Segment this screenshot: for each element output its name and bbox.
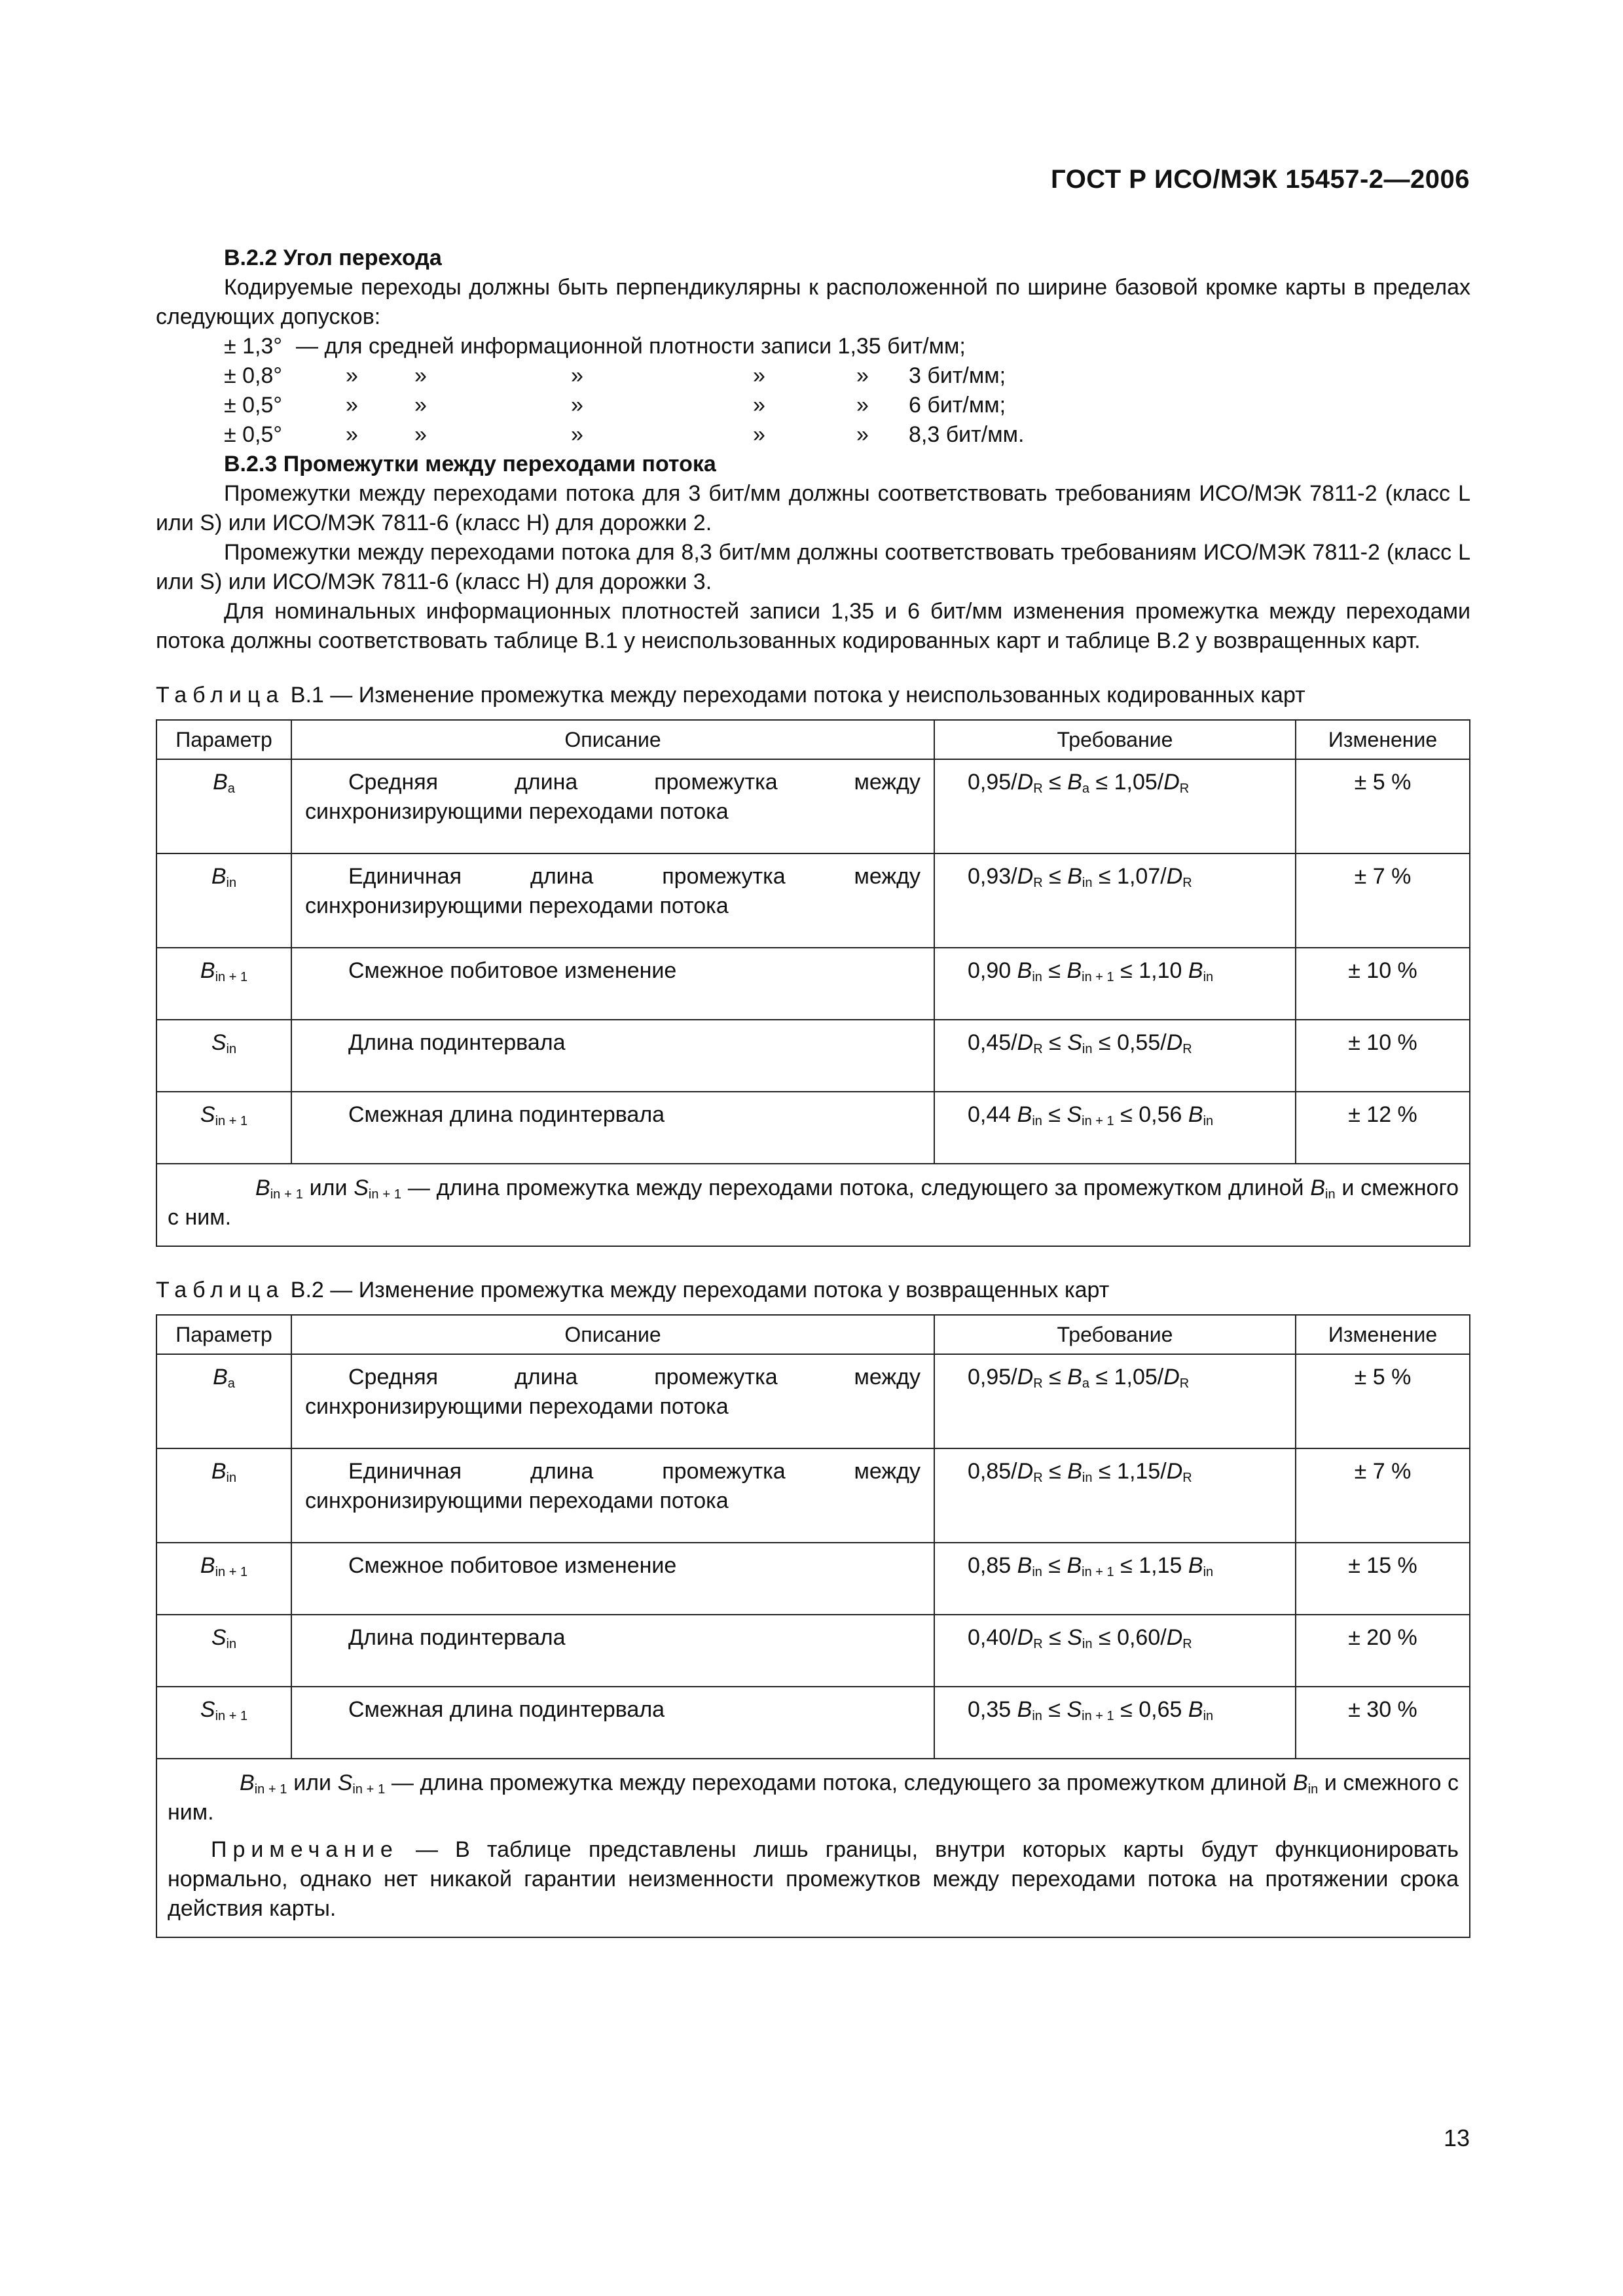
tolerance-list (156, 332, 1470, 450)
table-note (156, 1759, 1470, 1937)
tolerance-value: ± 0,5° (224, 393, 282, 418)
desc-cell: Смежная длина подинтервала (291, 1687, 934, 1759)
table-header-row (156, 720, 1470, 759)
change-cell: ± 5 % (1296, 1354, 1470, 1448)
req-cell: 0,90 $B_{in} \le B_{in + 1} \le 1,10$ $B_{in}$ (934, 948, 1296, 1020)
req-cell: 0,35 $B_{in} \le S_{in + 1} \le 0,65$ $B_{in}$ (934, 1687, 1296, 1759)
tolerance-row (156, 391, 1470, 420)
change-cell: ± 5 % (1296, 759, 1470, 853)
caption-label: Таблица (156, 1278, 285, 1302)
param-cell: $S_{in}$ (156, 1020, 291, 1092)
caption-text: В.1 — Изменение промежутка между переходами потока у неиспользованных кодированных карт (290, 683, 1305, 708)
req-cell: $0,45/D_R \le S_{in} \le 0,55/D_R$ (934, 1020, 1296, 1092)
section-b22-text: Кодируемые переходы должны быть перпендикулярны к расположенной по ширине базовой кромке карты в пределах следующих допусков: (156, 275, 1470, 329)
desc-cell: Смежное побитовое изменение (291, 1543, 934, 1615)
ditto-mark: » (346, 363, 358, 388)
table-row (156, 1448, 1470, 1543)
change-cell: ± 10 % (1296, 1020, 1470, 1092)
table-b2-caption (156, 1276, 1470, 1305)
req-cell: $0,95/D_R \le B_a \le 1,05/D_R$ (934, 1354, 1296, 1448)
ditto-mark: » (753, 422, 765, 447)
ditto-mark: » (753, 393, 765, 418)
tolerance-density: 3 бит/мм; (909, 363, 1006, 388)
header-change: Изменение (1296, 1315, 1470, 1354)
req-cell: $0,85/D_R \le B_{in} \le 1,15/D_R$ (934, 1448, 1296, 1543)
section-b23-paragraph: Промежутки между переходами потока для 3 бит/мм должны соответствовать требованиям ИСО/МЭК 7811-2 (класс L или S) или ИСО/МЭК 7811-6 (класс Н) для дорожки 2. (156, 481, 1470, 535)
ditto-mark: » (856, 393, 869, 418)
section-b23-paragraph: Промежутки между переходами потока для 8,3 бит/мм должны соответствовать требованиям ИСО/МЭК 7811-2 (класс L или S) или ИСО/МЭК 7811-6 (класс Н) для дорожки 3. (156, 540, 1470, 594)
page-number: 13 (1443, 2125, 1470, 2151)
param-cell: $B_a$ (156, 759, 291, 853)
tolerance-desc: — для средней информационной плотности записи 1,35 бит/мм; (296, 334, 966, 359)
section-b22-title: В.2.2 Угол перехода (224, 245, 442, 270)
table-row (156, 759, 1470, 853)
desc-cell: Длина подинтервала (291, 1615, 934, 1687)
table-header-row (156, 1315, 1470, 1354)
change-cell: ± 20 % (1296, 1615, 1470, 1687)
table-remark: Примечание — В таблице представлены лишь границы, внутри которых карты будут функционировать нормально, однако нет никакой гарантии неизменности промежутков между переходами потока на протяжении срока действия карты. (168, 1837, 1459, 1921)
table-row (156, 1020, 1470, 1092)
header-param: Параметр (156, 1315, 291, 1354)
tolerance-value: ± 0,5° (224, 422, 282, 447)
tolerance-row (156, 361, 1470, 391)
caption-label: Таблица (156, 683, 285, 708)
change-cell: ± 7 % (1296, 853, 1470, 948)
req-cell: 0,44 $B_{in} \le S_{in + 1} \le 0,56$ $B_{in}$ (934, 1092, 1296, 1164)
ditto-mark: » (571, 422, 583, 447)
param-cell: $S_{in}$ (156, 1615, 291, 1687)
desc-cell: Смежное побитовое изменение (291, 948, 934, 1020)
desc-cell: Единичная длина промежутка между синхронизирующими переходами потока (291, 1448, 934, 1543)
tolerance-density: 8,3 бит/мм. (909, 422, 1025, 447)
ditto-mark: » (414, 422, 427, 447)
ditto-mark: » (856, 422, 869, 447)
header-change: Изменение (1296, 720, 1470, 759)
header-desc: Описание (291, 1315, 934, 1354)
tolerance-row (156, 332, 1470, 361)
ditto-mark: » (346, 393, 358, 418)
tolerance-value: ± 1,3° (224, 334, 282, 359)
req-cell: $0,93/D_R \le B_{in} \le 1,07/D_R$ (934, 853, 1296, 948)
ditto-mark: » (414, 363, 427, 388)
param-cell: $B_{in + 1}$ (156, 1543, 291, 1615)
document-header: ГОСТ Р ИСО/МЭК 15457-2—2006 (1051, 165, 1470, 194)
change-cell: ± 12 % (1296, 1092, 1470, 1164)
header-req: Требование (934, 720, 1296, 759)
param-cell: $S_{in + 1}$ (156, 1687, 291, 1759)
req-cell: $0,95/D_R \le B_a \le 1,05/D_R$ (934, 759, 1296, 853)
ditto-mark: » (571, 393, 583, 418)
table-row (156, 1354, 1470, 1448)
table-row (156, 853, 1470, 948)
ditto-mark: » (571, 363, 583, 388)
table-row (156, 1543, 1470, 1615)
table-b2 (156, 1314, 1470, 1938)
change-cell: ± 15 % (1296, 1543, 1470, 1615)
page-content (156, 243, 1470, 1938)
ditto-mark: » (753, 363, 765, 388)
table-note-row (156, 1164, 1470, 1246)
table-b1 (156, 719, 1470, 1247)
param-cell: $S_{in + 1}$ (156, 1092, 291, 1164)
desc-cell: Средняя длина промежутка между синхронизирующими переходами потока (291, 759, 934, 853)
tolerance-row (156, 420, 1470, 450)
req-cell: $0,40/D_R \le S_{in} \le 0,60/D_R$ (934, 1615, 1296, 1687)
desc-cell: Единичная длина промежутка между синхронизирующими переходами потока (291, 853, 934, 948)
ditto-mark: » (414, 393, 427, 418)
header-param: Параметр (156, 720, 291, 759)
section-b23-paragraph: Для номинальных информационных плотностей записи 1,35 и 6 бит/мм изменения промежутка между переходами потока должны соответствовать таблице В.1 у неиспользованных кодированных карт и таблице В.2 у возвращенных карт. (156, 599, 1470, 653)
table-row (156, 1615, 1470, 1687)
req-cell: 0,85 $B_{in} \le B_{in + 1} \le 1,15$ $B_{in}$ (934, 1543, 1296, 1615)
change-cell: ± 10 % (1296, 948, 1470, 1020)
table-note: $B_{in + 1}$ или $S_{in + 1}$ — длина промежутка между переходами потока, следующего за промежутком длиной $B_{in}$ и смежного с ним. (156, 1164, 1470, 1246)
desc-cell: Средняя длина промежутка между синхронизирующими переходами потока (291, 1354, 934, 1448)
table-note-row (156, 1759, 1470, 1937)
tolerance-density: 6 бит/мм; (909, 393, 1006, 418)
param-cell: $B_a$ (156, 1354, 291, 1448)
table-row (156, 1687, 1470, 1759)
change-cell: ± 7 % (1296, 1448, 1470, 1543)
table-row (156, 1092, 1470, 1164)
caption-text: В.2 — Изменение промежутка между переходами потока у возвращенных карт (290, 1278, 1110, 1302)
table-row (156, 948, 1470, 1020)
desc-cell: Смежная длина подинтервала (291, 1092, 934, 1164)
section-b23-title: В.2.3 Промежутки между переходами потока (224, 452, 716, 476)
header-desc: Описание (291, 720, 934, 759)
table-b1-caption (156, 681, 1470, 710)
ditto-mark: » (346, 422, 358, 447)
desc-cell: Длина подинтервала (291, 1020, 934, 1092)
ditto-mark: » (856, 363, 869, 388)
change-cell: ± 30 % (1296, 1687, 1470, 1759)
param-cell: $B_{in + 1}$ (156, 948, 291, 1020)
param-cell: $B_{in}$ (156, 1448, 291, 1543)
param-cell: $B_{in}$ (156, 853, 291, 948)
header-req: Требование (934, 1315, 1296, 1354)
table-note-text: $B_{in + 1}$ или $S_{in + 1}$ — длина промежутка между переходами потока, следующего за промежутком длиной $B_{in}$ и смежного с ним. (168, 1770, 1459, 1825)
tolerance-value: ± 0,8° (224, 363, 282, 388)
